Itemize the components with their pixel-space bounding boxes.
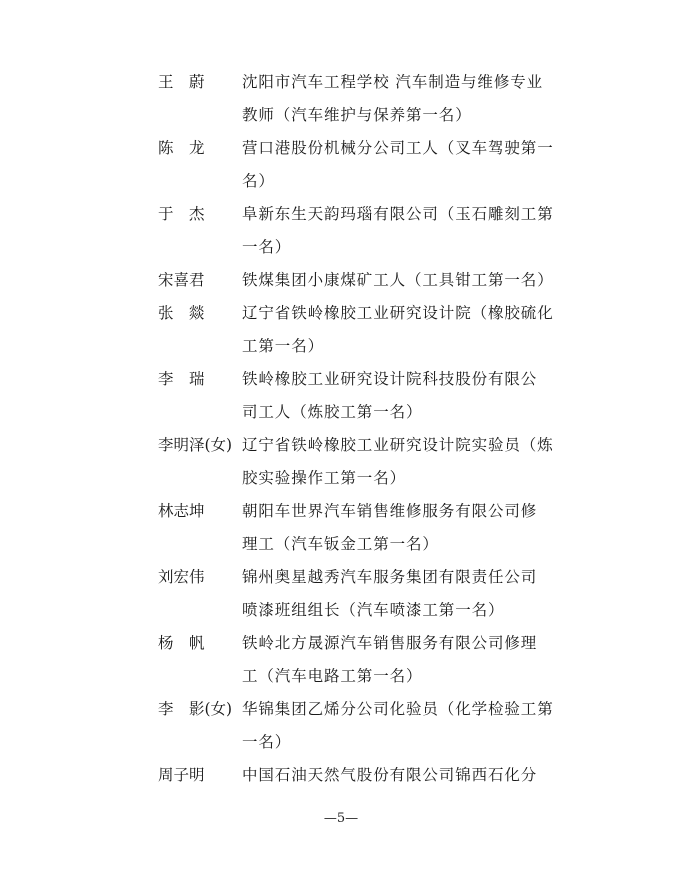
- person-name: 于 杰: [158, 205, 205, 223]
- person-name: 周子明: [158, 766, 205, 784]
- list-item: [158, 297, 578, 363]
- list-item: [158, 693, 578, 759]
- person-description: [242, 66, 578, 132]
- person-name: 李 影(女): [158, 700, 233, 718]
- list-item: [158, 627, 578, 693]
- person-name: 刘宏伟: [158, 568, 205, 586]
- description-line: 胶实验操作工第一名）: [242, 469, 407, 487]
- description-line: 铁岭橡胶工业研究设计院科技股份有限公: [242, 370, 538, 388]
- description-line: 一名）: [242, 733, 292, 751]
- description-line: 华锦集团乙烯分公司化验员（化学检验工第: [242, 700, 554, 718]
- person-name: 杨 帆: [158, 634, 205, 652]
- description-line: 名）: [242, 172, 275, 190]
- person-name: 张 燚: [158, 304, 205, 322]
- description-line: 工第一名）: [242, 337, 325, 355]
- description-line: 工（汽车电路工第一名）: [242, 667, 423, 685]
- description-line: 一名）: [242, 238, 292, 256]
- list-item: [158, 759, 578, 792]
- description-line: 喷漆班组组长（汽车喷漆工第一名）: [242, 601, 505, 619]
- person-description: [242, 759, 578, 792]
- list-item: [158, 198, 578, 264]
- page-number: —5—: [323, 811, 359, 826]
- person-description: [242, 495, 578, 561]
- person-name: 李 瑞: [158, 370, 205, 388]
- list-item: [158, 132, 578, 198]
- list-item: [158, 66, 578, 132]
- list-item: [158, 495, 578, 561]
- list-item: [158, 363, 578, 429]
- person-name: 李明泽(女): [158, 436, 233, 454]
- description-line: 辽宁省铁岭橡胶工业研究设计院实验员（炼: [242, 436, 554, 454]
- person-description: [242, 198, 578, 264]
- description-line: 锦州奥星越秀汽车服务集团有限责任公司: [242, 568, 538, 586]
- description-line: 中国石油天然气股份有限公司锦西石化分: [242, 766, 538, 784]
- list-item: [158, 429, 578, 495]
- description-line: 铁岭北方晟源汽车销售服务有限公司修理: [242, 634, 538, 652]
- description-line: 营口港股份机械分公司工人（叉车驾驶第一: [242, 139, 554, 157]
- person-description: [242, 627, 578, 693]
- description-line: 沈阳市汽车工程学校 汽车制造与维修专业: [242, 73, 544, 91]
- description-line: 教师（汽车维护与保养第一名）: [242, 106, 472, 124]
- person-description: [242, 693, 578, 759]
- person-description: [242, 363, 578, 429]
- person-description: [242, 264, 578, 297]
- person-name: 陈 龙: [158, 139, 205, 157]
- list-item: [158, 561, 578, 627]
- person-name: 王 蔚: [158, 73, 205, 91]
- description-line: 铁煤集团小康煤矿工人（工具钳工第一名）: [242, 271, 554, 289]
- description-line: 辽宁省铁岭橡胶工业研究设计院（橡胶硫化: [242, 304, 554, 322]
- person-description: [242, 429, 578, 495]
- person-name: 林志坤: [158, 502, 205, 520]
- description-line: 阜新东生天韵玛瑙有限公司（玉石雕刻工第: [242, 205, 554, 223]
- person-description: [242, 297, 578, 363]
- person-description: [242, 132, 578, 198]
- list-item: [158, 264, 578, 297]
- description-line: 朝阳车世界汽车销售维修服务有限公司修: [242, 502, 538, 520]
- person-description: [242, 561, 578, 627]
- award-list: [158, 66, 578, 792]
- description-line: 司工人（炼胶工第一名）: [242, 403, 423, 421]
- description-line: 理工（汽车钣金工第一名）: [242, 535, 439, 553]
- person-name: 宋喜君: [158, 271, 205, 289]
